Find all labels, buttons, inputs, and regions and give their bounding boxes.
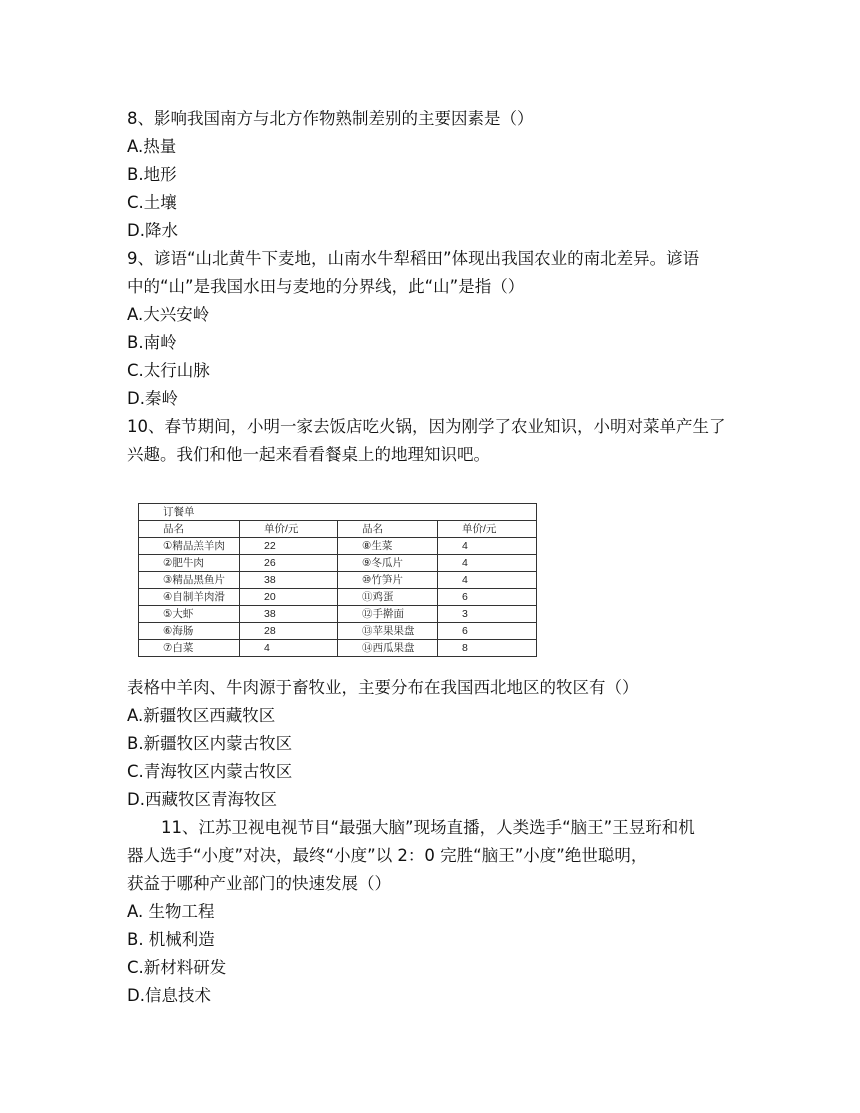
q8-option-d: D.降水 [127, 221, 178, 240]
table-row [139, 623, 537, 640]
table-row [139, 640, 537, 657]
q10-option-a: A.新疆牧区西藏牧区 [127, 706, 276, 725]
q8-option-b: B.地形 [127, 165, 177, 184]
table-row [139, 538, 537, 555]
question-9-stem-line1: 9、谚语“山北黄牛下麦地，山南水牛犁稻田”体现出我国农业的南北差异。谚语 [127, 249, 700, 268]
dish-name: ⑬苹果果盘 [338, 623, 438, 640]
dish-price: 38 [240, 572, 338, 589]
q8-option-a: A.热量 [127, 137, 177, 156]
dish-price: 38 [240, 606, 338, 623]
q9-option-d: D.秦岭 [127, 389, 178, 408]
dish-name: ⑤大虾 [139, 606, 240, 623]
table-row [139, 606, 537, 623]
q9-option-a: A.大兴安岭 [127, 305, 210, 324]
dish-name: ⑨冬瓜片 [338, 555, 438, 572]
dish-name: ①精品羔羊肉 [139, 538, 240, 555]
dish-name: ⑭西瓜果盘 [338, 640, 438, 657]
menu-header-cell: 单价/元 [240, 521, 338, 538]
question-11-stem-line1: 11、江苏卫视电视节目“最强大脑”现场直播，人类选手“脑王”王昱珩和机 [161, 818, 695, 837]
menu-header-cell: 品名 [338, 521, 438, 538]
menu-header-row [139, 521, 537, 538]
dish-name: ⑦白菜 [139, 640, 240, 657]
question-10-stem-line1: 10、春节期间，小明一家去饭店吃火锅，因为刚学了农业知识，小明对菜单产生了 [127, 417, 726, 436]
q11-option-d: D.信息技术 [127, 986, 211, 1005]
table-row [139, 589, 537, 606]
q11-option-b: B. 机械利造 [127, 930, 215, 949]
dish-name: ⑧生菜 [338, 538, 438, 555]
dish-price: 4 [240, 640, 338, 657]
question-11-stem-line2: 器人选手“小度”对决，最终“小度”以 2：0 完胜“脑王”小度”绝世聪明， [127, 846, 648, 865]
dish-name: ⑥海肠 [139, 623, 240, 640]
q10-option-b: B.新疆牧区内蒙古牧区 [127, 734, 293, 753]
q10-option-c: C.青海牧区内蒙古牧区 [127, 762, 293, 781]
dish-price: 20 [240, 589, 338, 606]
q9-option-b: B.南岭 [127, 333, 177, 352]
dish-price: 22 [240, 538, 338, 555]
table-row [139, 572, 537, 589]
dish-price: 28 [240, 623, 338, 640]
dish-name: ⑫手擀面 [338, 606, 438, 623]
q9-option-c: C.太行山脉 [127, 361, 210, 380]
q8-option-c: C.土壤 [127, 193, 177, 212]
dish-price: 8 [438, 640, 537, 657]
menu-title: 订餐单 [139, 504, 537, 521]
question-10-sub-stem: 表格中羊肉、牛肉源于畜牧业，主要分布在我国西北地区的牧区有（） [127, 678, 639, 697]
q10-option-d: D.西藏牧区青海牧区 [127, 790, 277, 809]
question-8-stem: 8、影响我国南方与北方作物熟制差别的主要因素是（） [127, 109, 534, 128]
question-11-stem-line3: 获益于哪种产业部门的快速发展（） [127, 874, 391, 893]
dish-price: 6 [438, 589, 537, 606]
dish-price: 26 [240, 555, 338, 572]
question-9-stem-line2: 中的“山”是我国水田与麦地的分界线，此“山”是指（） [127, 277, 525, 296]
q11-option-c: C.新材料研发 [127, 958, 227, 977]
dish-price: 4 [438, 538, 537, 555]
dish-name: ⑪鸡蛋 [338, 589, 438, 606]
dish-name: ⑩竹笋片 [338, 572, 438, 589]
dish-name: ④自制羊肉滑 [139, 589, 240, 606]
order-menu-table [138, 503, 537, 657]
dish-name: ③精品黑鱼片 [139, 572, 240, 589]
table-row [139, 555, 537, 572]
menu-header-cell: 单价/元 [438, 521, 537, 538]
dish-price: 3 [438, 606, 537, 623]
dish-name: ②肥牛肉 [139, 555, 240, 572]
question-10-stem-line2: 兴趣。我们和他一起来看看餐桌上的地理知识吧。 [127, 445, 490, 464]
menu-header-cell: 品名 [139, 521, 240, 538]
q11-option-a: A. 生物工程 [127, 902, 215, 921]
dish-price: 6 [438, 623, 537, 640]
dish-price: 4 [438, 555, 537, 572]
dish-price: 4 [438, 572, 537, 589]
